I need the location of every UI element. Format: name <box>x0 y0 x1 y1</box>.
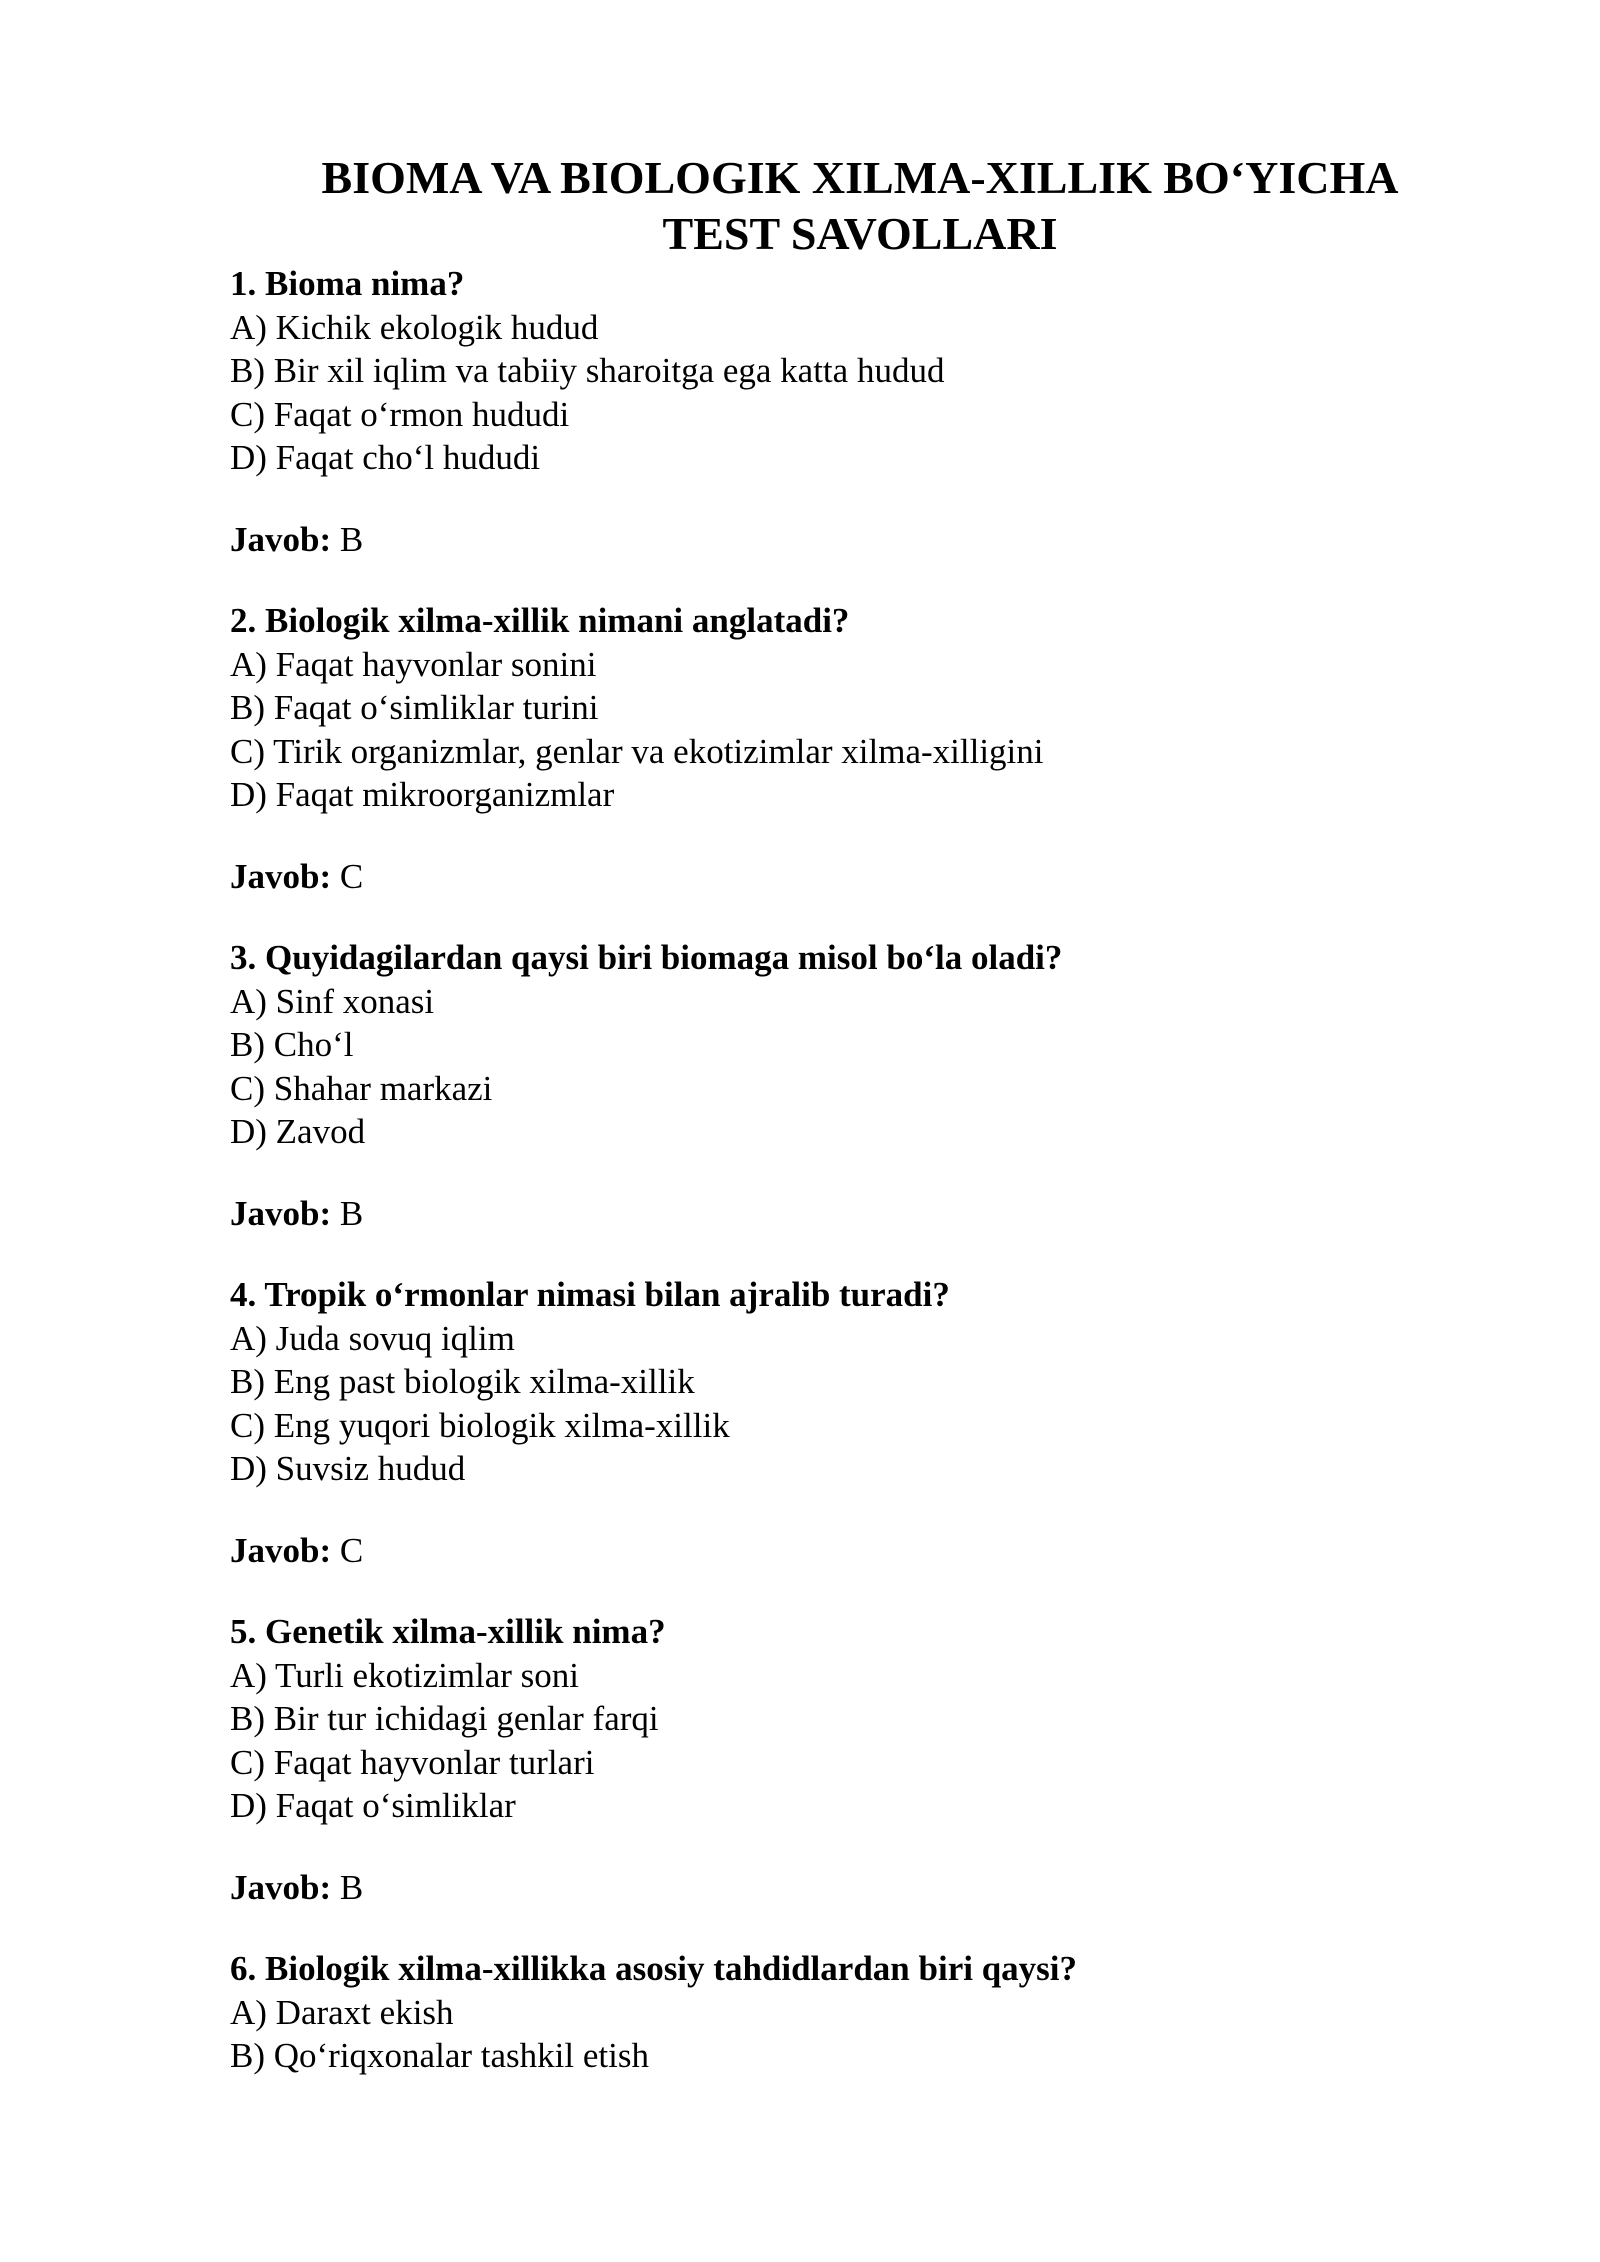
answer-line <box>230 1529 1490 1573</box>
question-text: 6. Biologik xilma-xillikka asosiy tahdidlardan biri qaysi? <box>230 1949 1078 1988</box>
option-d: D) Suvsiz hudud <box>230 1449 466 1488</box>
question-text: 5. Genetik xilma-xillik nima? <box>230 1612 666 1651</box>
option-c: C) Eng yuqori biologik xilma-xillik <box>230 1405 730 1445</box>
title-line-1: BIOMA VA BIOLOGIK XILMA-XILLIK BO‘YICHA <box>321 152 1399 203</box>
option-a: A) Faqat hayvonlar sonini <box>230 644 597 684</box>
option-a: A) Sinf xonasi <box>230 981 435 1021</box>
question-text: 3. Quyidagilardan qaysi biri biomaga misol bo‘la oladi? <box>230 938 1063 977</box>
answer-value: C <box>339 1530 364 1570</box>
option-a: A) Kichik ekologik hudud <box>230 307 599 347</box>
question-2 <box>230 599 1490 898</box>
option-a: A) Juda sovuq iqlim <box>230 1318 515 1358</box>
option-c: C) Tirik organizmlar, genlar va ekotizimlar xilma-xilligini <box>230 731 1044 771</box>
option-b: B) Bir xil iqlim va tabiiy sharoitga ega katta hudud <box>230 351 945 390</box>
answer-label: Javob: <box>230 1867 332 1907</box>
answer-value: B <box>339 1193 364 1233</box>
answer-label: Javob: <box>230 856 332 896</box>
title-line-2: TEST SAVOLLARI <box>662 208 1058 259</box>
question-text: 1. Bioma nima? <box>230 264 465 303</box>
answer-label: Javob: <box>230 1530 332 1570</box>
option-b: B) Cho‘l <box>230 1025 354 1064</box>
question-3 <box>230 936 1490 1235</box>
option-b: B) Eng past biologik xilma-xillik <box>230 1362 695 1401</box>
answer-line <box>230 855 1490 899</box>
question-1 <box>230 262 1490 561</box>
option-a: A) Daraxt ekish <box>230 1992 454 2032</box>
answer-value: B <box>339 1867 364 1907</box>
answer-label: Javob: <box>230 519 332 559</box>
answer-line <box>230 1192 1490 1236</box>
question-5 <box>230 1610 1490 1909</box>
option-b: B) Bir tur ichidagi genlar farqi <box>230 1699 659 1738</box>
answer-value: B <box>339 519 364 559</box>
answer-line <box>230 518 1490 562</box>
option-c: C) Faqat hayvonlar turlari <box>230 1742 595 1782</box>
option-d: D) Faqat mikroorganizmlar <box>230 775 615 814</box>
option-d: D) Zavod <box>230 1112 366 1151</box>
question-text: 2. Biologik xilma-xillik nimani anglatadi? <box>230 601 850 640</box>
question-4 <box>230 1273 1490 1572</box>
answer-line <box>230 1866 1490 1910</box>
question-6 <box>230 1947 1490 2078</box>
answer-label: Javob: <box>230 1193 332 1233</box>
document-title <box>230 150 1490 262</box>
option-b: B) Faqat o‘simliklar turini <box>230 688 599 727</box>
option-d: D) Faqat cho‘l hududi <box>230 438 541 477</box>
option-d: D) Faqat o‘simliklar <box>230 1786 516 1825</box>
option-c: C) Shahar markazi <box>230 1068 493 1108</box>
answer-value: C <box>339 856 364 896</box>
option-c: C) Faqat o‘rmon hududi <box>230 394 570 434</box>
option-b: B) Qo‘riqxonalar tashkil etish <box>230 2036 649 2075</box>
question-text: 4. Tropik o‘rmonlar nimasi bilan ajralib turadi? <box>230 1275 950 1314</box>
questions-list <box>230 262 1490 2116</box>
option-a: A) Turli ekotizimlar soni <box>230 1655 580 1695</box>
